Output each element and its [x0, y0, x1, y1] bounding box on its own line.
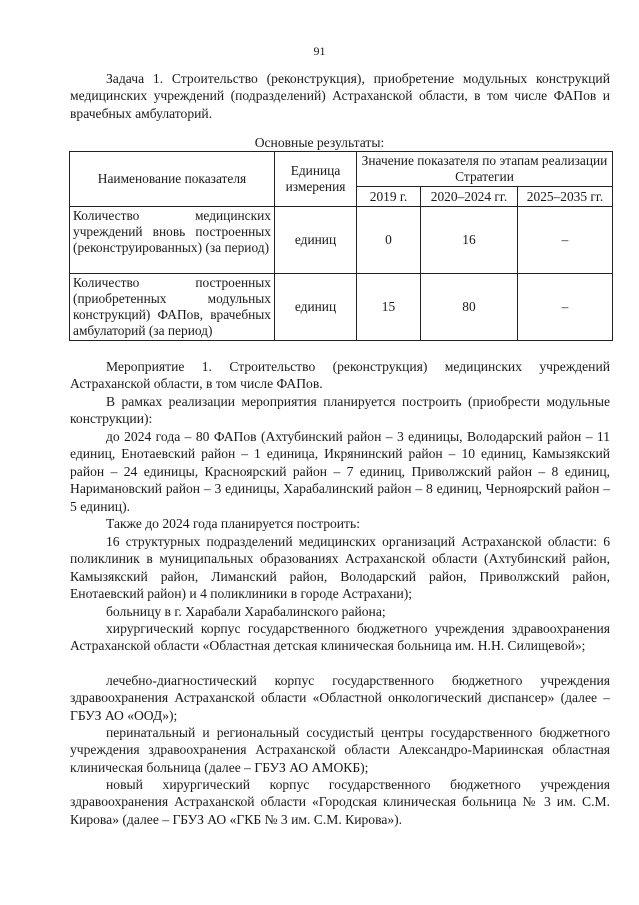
header-name: Наименование показателя — [70, 152, 275, 207]
table-row — [70, 207, 613, 274]
table-caption: Основные результаты: — [254, 135, 385, 150]
task-heading: Задача 1. Строительство (реконструкция), приобретение модульных конструкций медицинских учреждений (подразделений) Астраханской области, в том числе ФАПов и врачебных амбулаторий. — [70, 71, 610, 121]
paragraph-also-build: Также до 2024 года планируется построить: — [106, 516, 360, 531]
paragraph-plan-intro: В рамках реализации мероприятия планируется построить (приобрести модульные конструкции): — [70, 394, 610, 427]
row-value-2020-2024: 80 — [421, 274, 518, 341]
paragraph-measure-1: Мероприятие 1. Строительство (реконструкция) медицинских учреждений Астраханской области, в том числе ФАПов. — [70, 359, 610, 392]
row-name: Количество построенных (приобретенных модульных конструкций) ФАПов, врачебных амбулаторий (за период) — [70, 274, 275, 341]
row-value-2020-2024: 16 — [421, 207, 518, 274]
header-value-group: Значение показателя по этапам реализации Стратегии — [357, 152, 613, 187]
row-unit: единиц — [275, 274, 357, 341]
table-row — [70, 274, 613, 341]
header-year-2019: 2019 г. — [357, 187, 421, 207]
results-table — [69, 151, 613, 341]
header-unit: Единица измерения — [275, 152, 357, 207]
paragraph-surgical-building: хирургический корпус государственного бюджетного учреждения здравоохранения Астраханской области «Областная детская клиническая больница им. Н.Н. Силищевой»; — [70, 621, 610, 654]
table-header-row — [70, 152, 613, 187]
row-value-2019: 15 — [357, 274, 421, 341]
row-unit: единиц — [275, 207, 357, 274]
header-year-2020-2024: 2020–2024 гг. — [421, 187, 518, 207]
page-number: 91 — [313, 44, 326, 58]
paragraph-oncology-building: лечебно-диагностический корпус государственного бюджетного учреждения здравоохранения Астраханской области «Областной онкологический диспансер» (далее – ГБУЗ АО «ООД»); — [70, 673, 610, 723]
header-year-2025-2035: 2025–2035 гг. — [518, 187, 613, 207]
row-value-2019: 0 — [357, 207, 421, 274]
paragraph-new-surgical-building: новый хирургический корпус государственного бюджетного учреждения здравоохранения Астраханской области «Городская клиническая больница № 3 им. С.М. Кирова» (далее – ГБУЗ АО «ГКБ № 3 им. С.М. Кирова»). — [70, 777, 610, 827]
row-value-2025-2035: – — [518, 207, 613, 274]
paragraph-perinatal-center: перинатальный и региональный сосудистый центры государственного бюджетного учреждения здравоохранения Астраханской области Александро-Мариинская областная клиническая больница (далее – ГБУЗ АО АМОКБ); — [70, 725, 610, 775]
paragraph-structural-units: 16 структурных подразделений медицинских организаций Астраханской области: 6 поликлиник в муниципальных образованиях Астраханской области (Ахтубинский район, Камызякский район, Лиманский район, Володарский район, Приволжский район, Енотаевский район) и 4 поликлиники в городе Астрахани); — [70, 534, 610, 602]
row-name: Количество медицинских учреждений вновь построенных (реконструированных) (за период) — [70, 207, 275, 274]
paragraph-kharabali-hospital: больницу в г. Харабали Харабалинского района; — [106, 604, 386, 619]
row-value-2025-2035: – — [518, 274, 613, 341]
paragraph-fap-list: до 2024 года – 80 ФАПов (Ахтубинский район – 3 единицы, Володарский район – 11 единиц, Енотаевский район – 1 единица, Икрянинский район – 10 единиц, Камызякский район – 24 единицы, Красноярский район – 7 единиц, Приволжский район – 8 единиц, Наримановский район – 3 единицы, Харабалинский район – 8 единиц, Черноярский район – 5 единиц). — [70, 429, 610, 514]
